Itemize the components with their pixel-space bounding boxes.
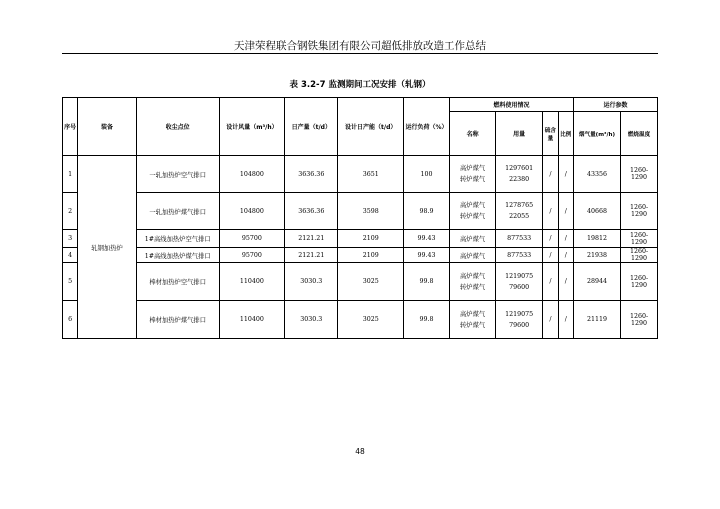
cell-load: 100 <box>403 156 449 193</box>
cell-gas-volume: 21119 <box>573 301 620 339</box>
cell-daily-output: 2121.21 <box>285 230 338 248</box>
cell-daily-output: 2121.21 <box>285 248 338 263</box>
cell-point: 一轧加热炉煤气排口 <box>136 193 219 230</box>
header-process: 装备 <box>78 98 136 156</box>
cell-sulfur: / <box>543 193 558 230</box>
fuel-name: 高炉煤气 <box>459 272 486 280</box>
cell-sulfur: / <box>543 248 558 263</box>
cell-design-air: 95700 <box>219 230 285 248</box>
cell-gas-volume: 19812 <box>573 230 620 248</box>
cell-load: 99.43 <box>403 230 449 248</box>
cell-point: 棒材加热炉空气排口 <box>136 263 219 301</box>
table-row <box>63 193 658 230</box>
cell-burn-temp: 1260-1290 <box>621 248 658 263</box>
header-point: 收尘点位 <box>136 98 219 156</box>
fuel-name: 高炉煤气 <box>459 202 486 209</box>
cell-burn-temp: 1260-1290 <box>621 263 658 301</box>
header-rule <box>62 53 658 54</box>
cell-fuel-amount: 877533 <box>496 230 543 248</box>
header-design-daily: 设计日产能（t/d） <box>338 98 404 156</box>
header-fuel-amount: 用量 <box>496 112 543 156</box>
cell-design-air: 110400 <box>219 263 285 301</box>
cell-ratio: / <box>558 156 573 193</box>
header-gas-volume: 烟气量(m³/h) <box>573 112 620 156</box>
cell-fuel-amounts <box>496 156 543 193</box>
cell-point: 1#高线加热炉空气排口 <box>136 230 219 248</box>
cell-fuel-amounts <box>496 301 543 339</box>
cell-point: 1#高线加热炉煤气排口 <box>136 248 219 263</box>
cell-load: 99.43 <box>403 248 449 263</box>
cell-burn-temp: 1260-1290 <box>621 301 658 339</box>
cell-fuel-amounts <box>496 193 543 230</box>
cell-ratio: / <box>558 263 573 301</box>
fuel-name: 高炉煤气 <box>459 310 486 318</box>
cell-seq: 2 <box>63 193 78 230</box>
cell-design-air: 104800 <box>219 156 285 193</box>
cell-load: 98.9 <box>403 193 449 230</box>
fuel-amount: 1278765 <box>505 202 534 209</box>
cell-daily-output: 3030.3 <box>285 301 338 339</box>
cell-design-air: 95700 <box>219 248 285 263</box>
header-ratio: 比例 <box>558 112 573 156</box>
cell-load: 99.8 <box>403 301 449 339</box>
monitoring-table <box>62 97 658 339</box>
cell-fuel-name: 高炉煤气 <box>450 248 496 263</box>
cell-ratio: / <box>558 230 573 248</box>
fuel-amount: 79600 <box>509 321 530 329</box>
cell-design-daily: 3025 <box>338 263 404 301</box>
table-row <box>63 230 658 248</box>
header-sulfur: 硫含量 <box>543 112 558 156</box>
cell-gas-volume: 40668 <box>573 193 620 230</box>
fuel-name: 转炉煤气 <box>459 321 486 329</box>
cell-design-air: 110400 <box>219 301 285 339</box>
cell-burn-temp: 1260-1290 <box>621 230 658 248</box>
cell-ratio: / <box>558 193 573 230</box>
fuel-amount: 79600 <box>509 283 530 291</box>
cell-sulfur: / <box>543 230 558 248</box>
header-fuel-group: 燃料使用情况 <box>450 98 574 112</box>
header-load: 运行负荷（%） <box>403 98 449 156</box>
cell-sulfur: / <box>543 156 558 193</box>
cell-design-daily: 2109 <box>338 230 404 248</box>
cell-design-daily: 3651 <box>338 156 404 193</box>
cell-fuel-names <box>450 156 496 193</box>
fuel-name: 转炉煤气 <box>459 176 486 183</box>
cell-seq: 5 <box>63 263 78 301</box>
table-row <box>63 263 658 301</box>
cell-fuel-amount: 877533 <box>496 248 543 263</box>
cell-seq: 4 <box>63 248 78 263</box>
cell-sulfur: / <box>543 301 558 339</box>
cell-gas-volume: 43356 <box>573 156 620 193</box>
fuel-name: 转炉煤气 <box>459 213 486 220</box>
cell-daily-output: 3636.36 <box>285 193 338 230</box>
header-fuel-name: 名称 <box>450 112 496 156</box>
fuel-name: 转炉煤气 <box>459 283 486 291</box>
cell-burn-temp: 1260-1290 <box>621 156 658 193</box>
cell-gas-volume: 21938 <box>573 248 620 263</box>
table-row <box>63 248 658 263</box>
table-row <box>63 301 658 339</box>
cell-seq: 6 <box>63 301 78 339</box>
cell-point: 棒材加热炉煤气排口 <box>136 301 219 339</box>
fuel-amount: 1219075 <box>505 272 534 280</box>
cell-fuel-names <box>450 263 496 301</box>
cell-fuel-amounts <box>496 263 543 301</box>
cell-design-air: 104800 <box>219 193 285 230</box>
cell-design-daily: 3025 <box>338 301 404 339</box>
header-seq: 序号 <box>63 98 78 156</box>
cell-daily-output: 3030.3 <box>285 263 338 301</box>
cell-gas-volume: 28944 <box>573 263 620 301</box>
header-daily-output: 日产量（t/d） <box>285 98 338 156</box>
cell-seq: 3 <box>63 230 78 248</box>
header-op-group: 运行参数 <box>573 98 657 112</box>
cell-process: 轧钢加热炉 <box>78 156 136 339</box>
fuel-amount: 22380 <box>509 176 530 183</box>
fuel-amount: 1297601 <box>505 165 534 172</box>
cell-ratio: / <box>558 301 573 339</box>
page-number: 48 <box>355 447 365 456</box>
cell-ratio: / <box>558 248 573 263</box>
cell-burn-temp: 1260-1290 <box>621 193 658 230</box>
cell-load: 99.8 <box>403 263 449 301</box>
fuel-name: 高炉煤气 <box>459 165 486 172</box>
document-header: 天津荣程联合钢铁集团有限公司超低排放改造工作总结 <box>234 40 486 52</box>
cell-sulfur: / <box>543 263 558 301</box>
table-row <box>63 156 658 193</box>
cell-design-daily: 3598 <box>338 193 404 230</box>
fuel-amount: 22055 <box>509 213 530 220</box>
cell-fuel-names <box>450 301 496 339</box>
cell-seq: 1 <box>63 156 78 193</box>
cell-daily-output: 3636.36 <box>285 156 338 193</box>
cell-fuel-name: 高炉煤气 <box>450 230 496 248</box>
header-design-air: 设计风量（m³/h） <box>219 98 285 156</box>
fuel-amount: 1219075 <box>505 310 534 318</box>
header-burn-temp: 燃烧温度 <box>621 112 658 156</box>
table-caption: 表 3.2-7 监测期间工况安排（轧钢） <box>289 80 431 90</box>
cell-design-daily: 2109 <box>338 248 404 263</box>
cell-fuel-names <box>450 193 496 230</box>
cell-point: 一轧加热炉空气排口 <box>136 156 219 193</box>
